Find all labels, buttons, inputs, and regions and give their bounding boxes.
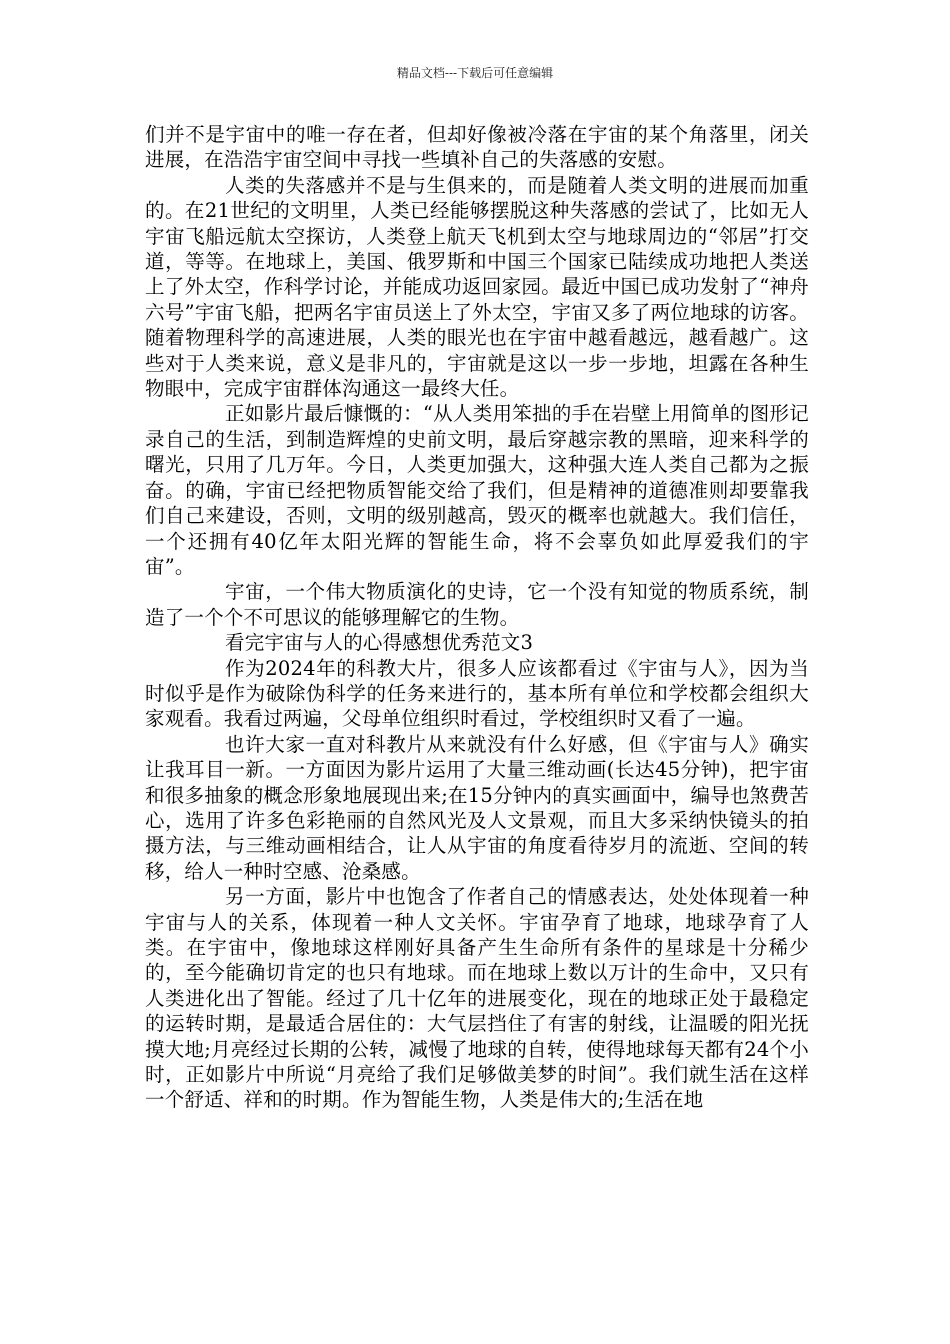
paragraph: 另一方面，影片中也饱含了作者自己的情感表达，处处体现着一种宇宙与人的关系，体现着一种人文关怀。宇宙孕育了地球，地球孕育了人类。在宇宙中，像地球这样刚好具备产生生命所有条件的星球是十分稀少的，至今能确切肯定的也只有地球。而在地球上数以万计的生命中，又只有人类进化出了智能。经过了几十亿年的进展变化，现在的地球正处于最稳定的运转时期，是最适合居住的：大气层挡住了有害的射线，让温暖的阳光抚摸大地;月亮经过长期的公转，减慢了地球的自转，使得地球每天都有24个小时，正如影片中所说“月亮给了我们足够做美梦的时间”。我们就生活在这样一个舒适、祥和的时期。作为智能生物，人类是伟大的;生活在地 [145,885,809,1112]
paragraph-continuation: 们并不是宇宙中的唯一存在者，但却好像被冷落在宇宙的某个角落里，闭关进展，在浩浩宇宙空间中寻找一些填补自己的失落感的安慰。 [145,123,809,172]
paragraph: 宇宙，一个伟大物质演化的史诗，它一个没有知觉的物质系统，制造了一个个不可思议的能够理解它的生物。 [145,580,809,629]
paragraph: 也许大家一直对科教片从来就没有什么好感，但《宇宙与人》确实让我耳目一新。一方面因为影片运用了大量三维动画(长达45分钟)，把宇宙和很多抽象的概念形象地展现出来;在15分钟内的真实画面中，编导也煞费苦心，选用了许多色彩艳丽的自然风光及人文景观，而且大多采纳快镜头的拍摄方法，与三维动画相结合，让人从宇宙的角度看待岁月的流逝、空间的转移，给人一种时空感、沧桑感。 [145,732,809,883]
paragraph: 正如影片最后慷慨的：“从人类用笨拙的手在岩壁上用简单的图形记录自己的生活，到制造辉煌的史前文明，最后穿越宗教的黑暗，迎来科学的曙光，只用了几万年。今日，人类更加强大，这种强大连人类自己都为之振奋。的确，宇宙已经把物质智能交给了我们，但是精神的道德准则却要靠我们自己来建设，否则，文明的级别越高，毁灭的概率也就越大。我们信任，一个还拥有40亿年太阳光辉的智能生命，将不会辜负如此厚爱我们的宇宙”。 [145,402,809,578]
paragraph: 人类的失落感并不是与生俱来的，而是随着人类文明的进展而加重的。在21世纪的文明里，人类已经能够摆脱这种失落感的尝试了，比如无人宇宙飞船远航太空探访，人类登上航天飞机到太空与地球周边的“邻居”打交道，等等。在地球上，美国、俄罗斯和中国三个国家已陆续成功地把人类送上了外太空，作科学讨论，并能成功返回家园。最近中国已成功发射了“神舟六号”宇宙飞船，把两名宇宙员送上了外太空，宇宙又多了两位地球的访客。随着物理科学的高速进展，人类的眼光也在宇宙中越看越远，越看越广。这些对于人类来说，意义是非凡的，宇宙就是这以一步一步地，坦露在各种生物眼中，完成宇宙群体沟通这一最终大任。 [145,173,809,401]
paragraph: 作为2024年的科教大片，很多人应该都看过《宇宙与人》，因为当时似乎是作为破除伪科学的任务来进行的，基本所有单位和学校都会组织大家观看。我看过两遍，父母单位组织时看过，学校组织时又看了一遍。 [145,656,809,731]
section-title: 看完宇宙与人的心得感想优秀范文3 [225,631,534,655]
page-header: 精品文档---下载后可任意编辑 [396,66,554,80]
document-body [145,122,809,1113]
